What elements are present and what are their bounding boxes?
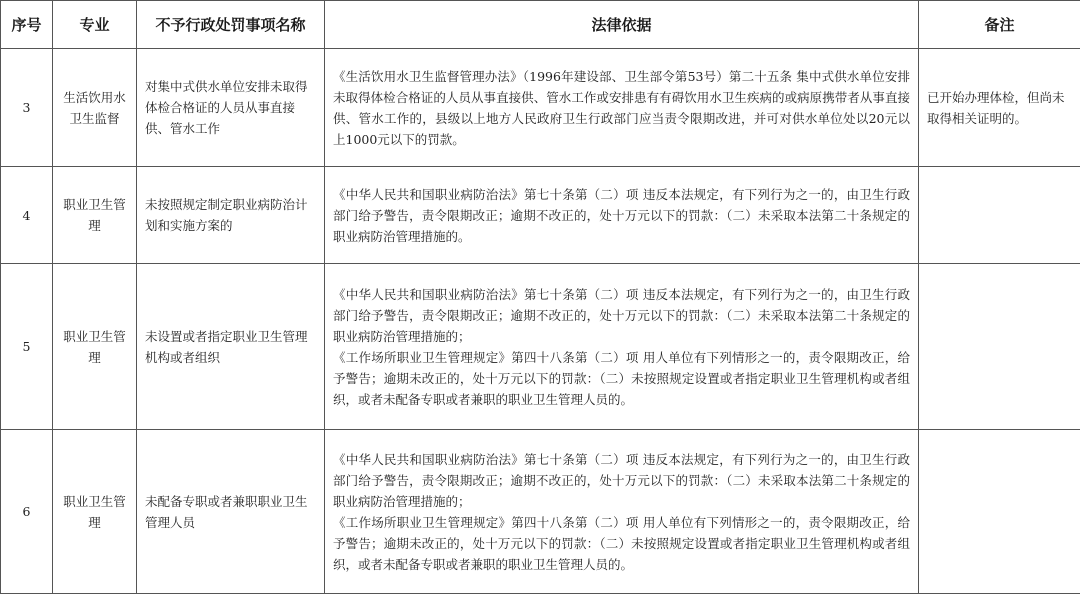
row-number: 3 (1, 49, 53, 167)
legal-basis-text: 《工作场所职业卫生管理规定》第四十八条第（二）项 用人单位有下列情形之一的，责令限期改正，给予警告；逾期未改正的，处十万元以下的罚款：（二）未按照规定设置或者指定职业卫生管理机构或者组织，或者未配备专职或者兼职的职业卫生管理人员的。 (333, 512, 910, 575)
row-legal-basis (325, 167, 919, 264)
row-remarks (919, 430, 1080, 594)
legal-basis-text: 《生活饮用水卫生监督管理办法》（1996年建设部、卫生部令第53号）第二十五条 集中式供水单位安排未取得体检合格证的人员从事直接供、管水工作或安排患有有碍饮用水卫生疾病的或病原携带者从事直接供、管水工作的，县级以上地方人民政府卫生行政部门应当责令限期改进，并可对供水单位处以20元以上1000元以下的罚款。 (333, 66, 910, 150)
legal-basis-text: 《中华人民共和国职业病防治法》第七十条第（二）项 违反本法规定，有下列行为之一的，由卫生行政部门给予警告，责令限期改正；逾期不改正的，处十万元以下的罚款：（二）未采取本法第二十条规定的职业病防治管理措施的。 (333, 184, 910, 247)
row-specialty: 职业卫生管理 (53, 264, 137, 430)
legal-basis-text: 《中华人民共和国职业病防治法》第七十条第（二）项 违反本法规定，有下列行为之一的，由卫生行政部门给予警告，责令限期改正；逾期不改正的，处十万元以下的罚款：（二）未采取本法第二十条规定的职业病防治管理措施的； (333, 284, 910, 347)
row-specialty: 职业卫生管理 (53, 167, 137, 264)
header-remarks: 备注 (919, 1, 1080, 49)
row-item-name: 未设置或者指定职业卫生管理机构或者组织 (137, 264, 325, 430)
header-legal-basis: 法律依据 (325, 1, 919, 49)
row-specialty: 生活饮用水卫生监督 (53, 49, 137, 167)
table-row (1, 264, 1080, 430)
row-legal-basis (325, 430, 919, 594)
header-no: 序号 (1, 1, 53, 49)
header-row (1, 1, 1080, 49)
row-remarks: 已开始办理体检，但尚未取得相关证明的。 (919, 49, 1080, 167)
row-remarks (919, 264, 1080, 430)
row-remarks (919, 167, 1080, 264)
legal-basis-text: 《工作场所职业卫生管理规定》第四十八条第（二）项 用人单位有下列情形之一的，责令限期改正，给予警告；逾期未改正的，处十万元以下的罚款：（二）未按照规定设置或者指定职业卫生管理机构或者组织，或者未配备专职或者兼职的职业卫生管理人员的。 (333, 347, 910, 410)
row-item-name: 未按照规定制定职业病防治计划和实施方案的 (137, 167, 325, 264)
header-item-name: 不予行政处罚事项名称 (137, 1, 325, 49)
row-number: 5 (1, 264, 53, 430)
table-row (1, 49, 1080, 167)
row-number: 4 (1, 167, 53, 264)
row-item-name: 未配备专职或者兼职职业卫生管理人员 (137, 430, 325, 594)
row-number: 6 (1, 430, 53, 594)
table-row (1, 430, 1080, 594)
row-specialty: 职业卫生管理 (53, 430, 137, 594)
row-legal-basis (325, 264, 919, 430)
header-specialty: 专业 (53, 1, 137, 49)
row-item-name: 对集中式供水单位安排未取得体检合格证的人员从事直接供、管水工作 (137, 49, 325, 167)
legal-basis-text: 《中华人民共和国职业病防治法》第七十条第（二）项 违反本法规定，有下列行为之一的，由卫生行政部门给予警告，责令限期改正；逾期不改正的，处十万元以下的罚款：（二）未采取本法第二十条规定的职业病防治管理措施的； (333, 449, 910, 512)
table-row (1, 167, 1080, 264)
row-legal-basis (325, 49, 919, 167)
